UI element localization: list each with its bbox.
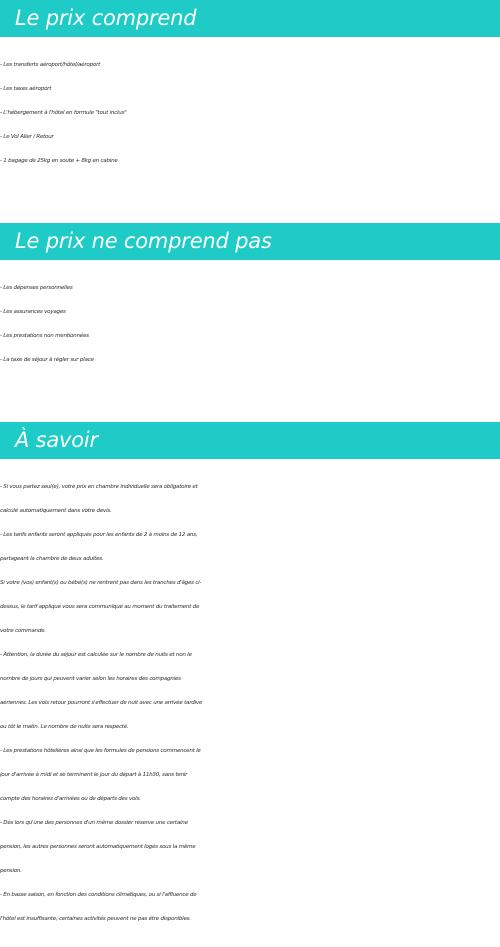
text-line: Si votre (vos) enfant(s) ou bébé(s) ne rentrent pas dans les tranches d'âges ci- xyxy=(0,580,202,586)
text-line: partageant la chambre de deux adultes. xyxy=(0,556,104,562)
list-item: - Le Vol Aller / Retour xyxy=(0,134,54,140)
list-item: - L'hébergement à l'hôtel en formule "tout inclus" xyxy=(0,110,127,116)
text-line: calculé automatiquement dans votre devis. xyxy=(0,508,112,514)
text-line: - Dès lors qu'une des personnes d'un même dossier réserve une certaine xyxy=(0,820,188,826)
section-title-good-to-know: À savoir xyxy=(0,422,500,459)
list-item: - Les dépenses personnelles xyxy=(0,285,73,291)
text-line: l'hôtel est insuffisante, certaines activités peuvent ne pas être disponibles. xyxy=(0,916,191,922)
list-item: - Les transferts aéroport/hôtel/aéroport xyxy=(0,62,101,68)
text-line: pension. xyxy=(0,868,22,874)
included-list xyxy=(0,53,500,173)
section-title-not-included: Le prix ne comprend pas xyxy=(0,223,500,260)
list-item: - 1 bagage de 25kg en soute + 8kg en cabine xyxy=(0,158,118,164)
good-to-know-text xyxy=(0,475,500,931)
text-line: aériennes. Les vols retour pourront s'effectuer de nuit avec une arrivée tardive xyxy=(0,700,203,706)
list-item: - Les taxes aéroport xyxy=(0,86,52,92)
list-item: - La taxe de séjour à régler sur place xyxy=(0,357,94,363)
list-item: - Les assurances voyages xyxy=(0,309,66,315)
text-line: votre commande. xyxy=(0,628,46,634)
text-line: - Attention, la durée du séjour est calculée sur le nombre de nuits et non le xyxy=(0,652,192,658)
not-included-list xyxy=(0,276,500,372)
text-line: - En basse saison, en fonction des conditions climatiques, ou si l'affluence de xyxy=(0,892,197,898)
text-line: jour d'arrivée à midi et se terminent le jour du départ à 11h30, sans tenir xyxy=(0,772,188,778)
text-line: - Les prestations hôtelières ainsi que les formules de pensions commencent le xyxy=(0,748,201,754)
text-line: ou tôt le matin. Le nombre de nuits sera respecté. xyxy=(0,724,129,730)
text-line: dessus, le tarif appliqué vous sera communiqué au moment du traitement de xyxy=(0,604,200,610)
text-line: - Si vous partez seul(e), votre prix en chambre individuelle sera obligatoire et xyxy=(0,484,198,490)
text-line: compte des horaires d'arrivées ou de départs des vols. xyxy=(0,796,141,802)
section-title-included: Le prix comprend xyxy=(0,0,500,37)
list-item: - Les prestations non mentionnées xyxy=(0,333,89,339)
text-line: nombre de jours qui peuvent varier selon les horaires des compagnies xyxy=(0,676,181,682)
text-line: pension, les autres personnes seront automatiquement logés sous la même xyxy=(0,844,196,850)
text-line: - Les tarifs enfants seront appliqués pour les enfants de 2 à moins de 12 ans, xyxy=(0,532,198,538)
